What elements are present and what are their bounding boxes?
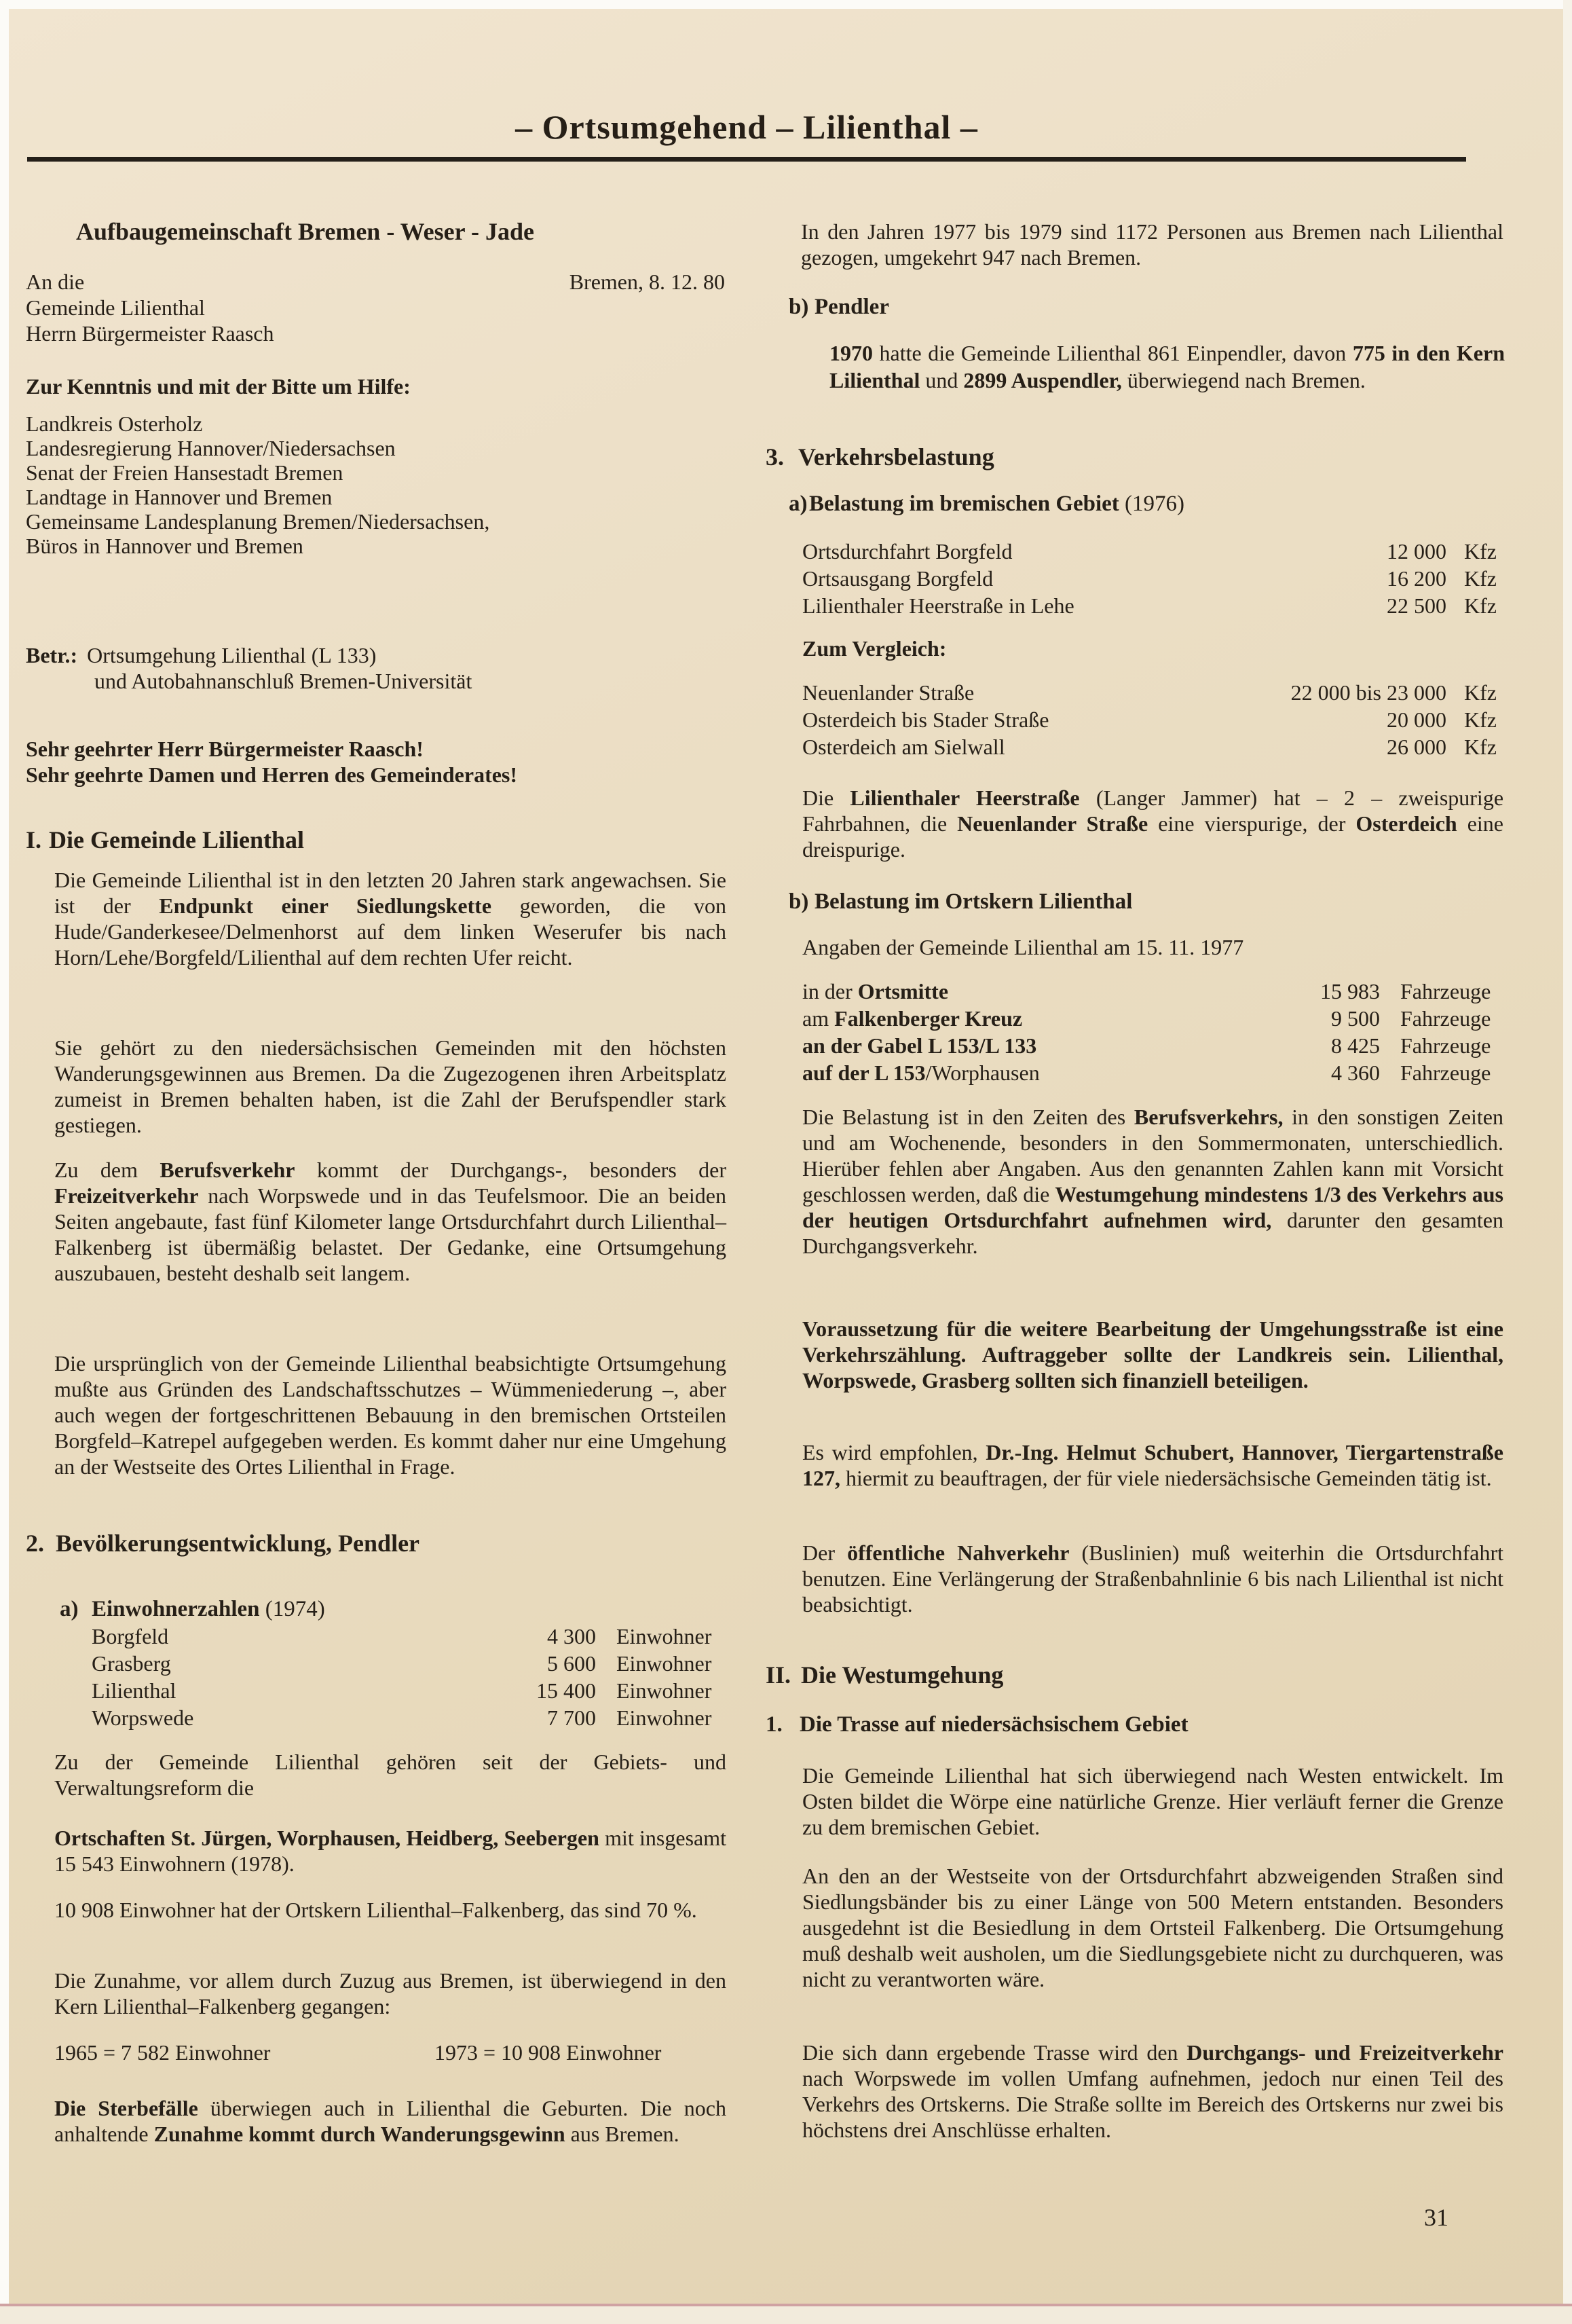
paragraph: Die Belastung ist in den Zeiten des Berufsverkehrs, in den sonstigen Zeiten und am Wochenende, besonders in den Sommermonaten, unterschiedlich. Hierüber fehlen aber Angaben. Aus den genannten Zahlen kann mit Vorsicht geschlossen werden, daß die Westumgehung mindestens 1/3 des Verkehrs aus der heutigen Ortsdurchfahrt aufnehmen wird, darunter den gesamten Durchgangsverkehr. [802, 1105, 1504, 1258]
table-unit: Fahrzeuge [1400, 1006, 1491, 1031]
paragraph: Zu der Gemeinde Lilienthal gehören seit der Gebiets- und Verwaltungsreform die [54, 1750, 726, 1800]
table-unit: Einwohner [616, 1624, 712, 1648]
table-value: 26 000 [1387, 735, 1446, 759]
address-line-1 [26, 269, 725, 295]
paragraph: An den an der Westseite von der Ortsdurchfahrt abzweigenden Straßen sind Siedlungsbänder bis zu einer Länge von 500 Metern entstanden. Besonders ausgedehnt ist die Besiedlung in dem Ortsteil Falkenberg. Die Ortsumgehung muß deshalb weit ausholen, um die Siedlungsgebiete nicht zu durchqueren, was nicht zu verantworten wäre. [802, 1864, 1503, 1991]
table-unit: Einwohner [616, 1678, 712, 1703]
table-label: Worpswede [92, 1705, 194, 1730]
page-title: – Ortsumgehend – Lilienthal – [515, 108, 978, 146]
table-row [802, 538, 1503, 565]
table-value: 15 400 [536, 1678, 596, 1703]
table-value: 8 425 [1331, 1033, 1380, 1058]
table-value: 12 000 [1387, 539, 1446, 564]
paragraph: Die Gemeinde Lilienthal hat sich überwiegend nach Westen entwickelt. Im Osten bildet die Wörpe eine natürliche Grenze. Hier verläuft ferner die Grenze zu dem bremischen Gebiet. [802, 1763, 1503, 1839]
subsection-heading [60, 1596, 325, 1623]
subsection-label: b) [789, 295, 809, 319]
growth-1973: 1973 = 10 908 Einwohner [434, 2040, 662, 2065]
traffic-bremen-table [802, 538, 1503, 619]
betreff-line-1 [26, 642, 725, 668]
subsection-label: a) [60, 1597, 79, 1621]
table-label: Ortsausgang Borgfeld [802, 566, 994, 591]
table-unit: Einwohner [616, 1651, 712, 1676]
address-to: An die [26, 270, 85, 294]
comparison-heading: Zum Vergleich: [802, 636, 947, 661]
table-value: 20 000 [1387, 707, 1446, 732]
subsection-title: Belastung im bremischen Gebiet (1976) [809, 492, 1185, 516]
paragraph: Die Gemeinde Lilienthal ist in den letzten 20 Jahren stark angewachsen. Sie ist der Endpunkt einer Siedlungskette geworden, die von Hude/Ganderkesee/Delmenhorst auf dem linken Weserufer bis nach Horn/Lehe/Borgfeld/Lilienthal auf dem rechten Ufer reicht. [54, 868, 727, 970]
table-row [802, 733, 1503, 760]
table-unit: Kfz [1464, 566, 1497, 591]
subsection-label: 1. [766, 1712, 783, 1737]
paragraph: Zu dem Berufsverkehr kommt der Durchgangs-, besonders der Freizeitverkehr nach Worpswede und in das Teufelsmoor. Die an beiden Seiten angebaute, fast fünf Kilometer lange Ortsdurchfahrt durch Lilienthal–Falkenberg ist übermäßig belastet. Der Gedanke, eine Ortsumgehung auszubauen, besteht deshalb seit langem. [54, 1158, 727, 1285]
table-row [802, 1005, 1503, 1032]
section-number: 3. [766, 443, 784, 471]
salutation-line: Sehr geehrte Damen und Herren des Gemeinderates! [26, 762, 518, 787]
table-row [802, 706, 1503, 733]
paragraph: Die Sterbefälle überwiegen auch in Lilienthal die Geburten. Die noch anhaltende Zunahme kommt durch Wanderungsgewinn aus Bremen. [54, 2096, 727, 2146]
subsection-title: Die Trasse auf niedersächsischem Gebiet [800, 1712, 1189, 1737]
table-row [92, 1623, 719, 1650]
betreff-label: Betr.: [26, 643, 78, 667]
table-row [802, 1032, 1503, 1059]
section-heading-1 [26, 826, 304, 854]
subsection-title: Einwohnerzahlen (1974) [92, 1597, 325, 1621]
table-value: 15 983 [1320, 979, 1380, 1003]
paragraph: Die sich dann ergebende Trasse wird den Durchgangs- und Freizeitverkehr nach Worpswede im vollen Umfang aufnehmen, jedoch nur einen Teil des Verkehrs des Ortskerns. Die Straße sollte im Bereich des Ortskerns nur zwei bis höchstens drei Anschlüsse erhalten. [802, 2040, 1504, 2142]
table-label: am Falkenberger Kreuz [802, 1006, 1023, 1031]
table-label: Osterdeich bis Stader Straße [802, 707, 1049, 732]
table-unit: Fahrzeuge [1400, 1060, 1491, 1085]
scan-edge-left [0, 0, 9, 2324]
address-line-3: Herrn Bürgermeister Raasch [26, 321, 274, 346]
betreff-block [26, 642, 725, 694]
paragraph: Die Zunahme, vor allem durch Zuzug aus Bremen, ist überwiegend in den Kern Lilienthal–Falkenberg gegangen: [54, 1968, 726, 2018]
paragraph: Die ursprünglich von der Gemeinde Lilienthal beabsichtigte Ortsumgehung mußte aus Gründen des Landschaftsschutzes – Wümmeniederung –, aber auch wegen der fortgeschrittenen Bebauung in den bremischen Ortsteilen Borgfeld–Katrepel aufgegeben werden. Es kommt daher nur eine Umgehung an der Westseite des Ortes Lilienthal in Frage. [54, 1351, 726, 1479]
table-value: 4 360 [1331, 1060, 1380, 1085]
table-row [92, 1650, 719, 1677]
table-label: Ortsdurchfahrt Borgfeld [802, 539, 1013, 564]
recipient-line: Gemeinsame Landesplanung Bremen/Niedersachsen, [26, 509, 490, 534]
table-value: 16 200 [1387, 566, 1446, 591]
recipient-line: Senat der Freien Hansestadt Bremen [26, 460, 343, 485]
table-row [802, 1059, 1503, 1086]
section-title: Die Westumgehung [801, 1661, 1004, 1689]
table-unit: Kfz [1464, 539, 1497, 564]
subsection-heading [789, 293, 889, 320]
address-line-2: Gemeinde Lilienthal [26, 295, 205, 320]
growth-1965: 1965 = 7 582 Einwohner [54, 2040, 271, 2065]
recipient-line: Landkreis Osterholz [26, 411, 203, 436]
growth-comparison-line [54, 2040, 726, 2065]
table-value: 22 500 [1387, 593, 1446, 618]
section-heading-3 [766, 443, 994, 471]
table-value: 4 300 [547, 1624, 596, 1648]
population-table [92, 1623, 719, 1731]
section-title: Bevölkerungsentwicklung, Pendler [56, 1530, 420, 1557]
recipient-line: Büros in Hannover und Bremen [26, 534, 303, 558]
table-unit: Einwohner [616, 1705, 712, 1730]
recipient-line: Landtage in Hannover und Bremen [26, 485, 333, 509]
salutation-line: Sehr geehrter Herr Bürgermeister Raasch! [26, 737, 424, 761]
subsection-label: a) [789, 492, 808, 516]
table-label: Grasberg [92, 1651, 171, 1676]
section-heading-II [766, 1661, 1003, 1689]
table-unit: Fahrzeuge [1400, 979, 1491, 1003]
table-unit: Kfz [1464, 707, 1497, 732]
section-heading-2 [26, 1529, 419, 1557]
table-unit: Kfz [1464, 680, 1497, 705]
table-label: Lilienthal [92, 1678, 176, 1703]
table-value: 5 600 [547, 1651, 596, 1676]
table-row [802, 592, 1503, 619]
table-row [92, 1704, 719, 1731]
table-value: 9 500 [1331, 1006, 1380, 1031]
recipient-list [26, 411, 725, 558]
table-value: 22 000 bis 23 000 [1290, 680, 1446, 705]
paragraph: Ortschaften St. Jürgen, Worphausen, Heidberg, Seebergen mit insgesamt 15 543 Einwohnern (1978). [54, 1826, 727, 1876]
paragraph: Angaben der Gemeinde Lilienthal am 15. 11. 1977 [802, 935, 1244, 959]
betreff-subject: Ortsumgehung Lilienthal (L 133) [87, 643, 377, 667]
subsection-title: Belastung im Ortskern Lilienthal [815, 889, 1133, 914]
paragraph: 1970 hatte die Gemeinde Lilienthal 861 Einpendler, davon 775 in den Kern Lilienthal und 2899 Auspendler, überwiegend nach Bremen. [829, 341, 1505, 392]
section-number: 2. [26, 1530, 44, 1557]
table-unit: Kfz [1464, 593, 1497, 618]
header-rule [27, 157, 1466, 162]
paragraph: Der öffentliche Nahverkehr (Buslinien) muß weiterhin die Ortsdurchfahrt benutzen. Eine Verlängerung der Straßenbahnlinie 6 bis nach Lilienthal ist nicht beabsichtigt. [802, 1541, 1504, 1617]
page-number: 31 [1424, 2204, 1448, 2231]
table-label: auf der L 153/Worphausen [802, 1060, 1040, 1085]
table-row [802, 978, 1503, 1005]
paragraph: In den Jahren 1977 bis 1979 sind 1172 Personen aus Bremen nach Lilienthal gezogen, umgekehrt 947 nach Bremen. [801, 219, 1503, 270]
subsection-heading [766, 1711, 1189, 1738]
table-value: 7 700 [547, 1705, 596, 1730]
table-label: an der Gabel L 153/L 133 [802, 1033, 1037, 1058]
section-number: I. [26, 826, 42, 853]
table-row [92, 1677, 719, 1704]
subsection-heading [789, 888, 1132, 915]
paragraph: Es wird empfohlen, Dr.-Ing. Helmut Schubert, Hannover, Tiergartenstraße 127, hiermit zu beauftragen, der für viele niedersächsische Gemeinden tätig ist. [802, 1440, 1504, 1490]
scan-edge-top [0, 0, 1572, 9]
traffic-ortskern-table [802, 978, 1503, 1086]
table-unit: Kfz [1464, 735, 1497, 759]
notice-heading: Zur Kenntnis und mit der Bitte um Hilfe: [26, 374, 411, 399]
table-unit: Fahrzeuge [1400, 1033, 1491, 1058]
paragraph: 10 908 Einwohner hat der Ortskern Lilienthal–Falkenberg, das sind 70 %. [54, 1898, 697, 1922]
section-title: Die Gemeinde Lilienthal [49, 826, 304, 853]
letter-date: Bremen, 8. 12. 80 [569, 270, 725, 294]
org-heading: Aufbaugemeinschaft Bremen - Weser - Jade [76, 218, 534, 245]
table-label: Borgfeld [92, 1624, 169, 1648]
section-title: Verkehrsbelastung [798, 443, 994, 471]
paragraph: Voraussetzung für die weitere Bearbeitung der Umgehungsstraße ist eine Verkehrszählung. Auftraggeber sollte der Landkreis sein. Lilienthal, Worpswede, Grasberg sollten sich finanziell beteiligen. [802, 1316, 1503, 1392]
subsection-label: b) [789, 889, 809, 914]
table-row [802, 565, 1503, 592]
betreff-line-2: und Autobahnanschluß Bremen-Universität [94, 669, 472, 693]
table-label: in der Ortsmitte [802, 979, 949, 1003]
paragraph: Sie gehört zu den niedersächsischen Gemeinden mit den höchsten Wanderungsgewinnen aus Bremen. Da die Zugezogenen ihren Arbeitsplatz zumeist in Bremen behalten haben, ist die Zahl der Berufspendler stark gestiegen. [54, 1035, 726, 1137]
scan-bottom-strip [0, 2306, 1572, 2324]
table-label: Lilienthaler Heerstraße in Lehe [802, 593, 1074, 618]
subsection-title: Pendler [815, 295, 889, 319]
traffic-comparison-table [802, 679, 1503, 760]
paragraph: Die Lilienthaler Heerstraße (Langer Jammer) hat – 2 – zweispurige Fahrbahnen, die Neuenlander Straße eine vierspurige, der Osterdeich eine dreispurige. [802, 786, 1504, 862]
section-number: II. [766, 1661, 791, 1689]
subsection-heading [789, 490, 1184, 517]
table-label: Neuenlander Straße [802, 680, 975, 705]
table-label: Osterdeich am Sielwall [802, 735, 1005, 759]
scan-edge-right [1563, 0, 1572, 2324]
table-row [802, 679, 1503, 706]
recipient-line: Landesregierung Hannover/Niedersachsen [26, 436, 396, 460]
